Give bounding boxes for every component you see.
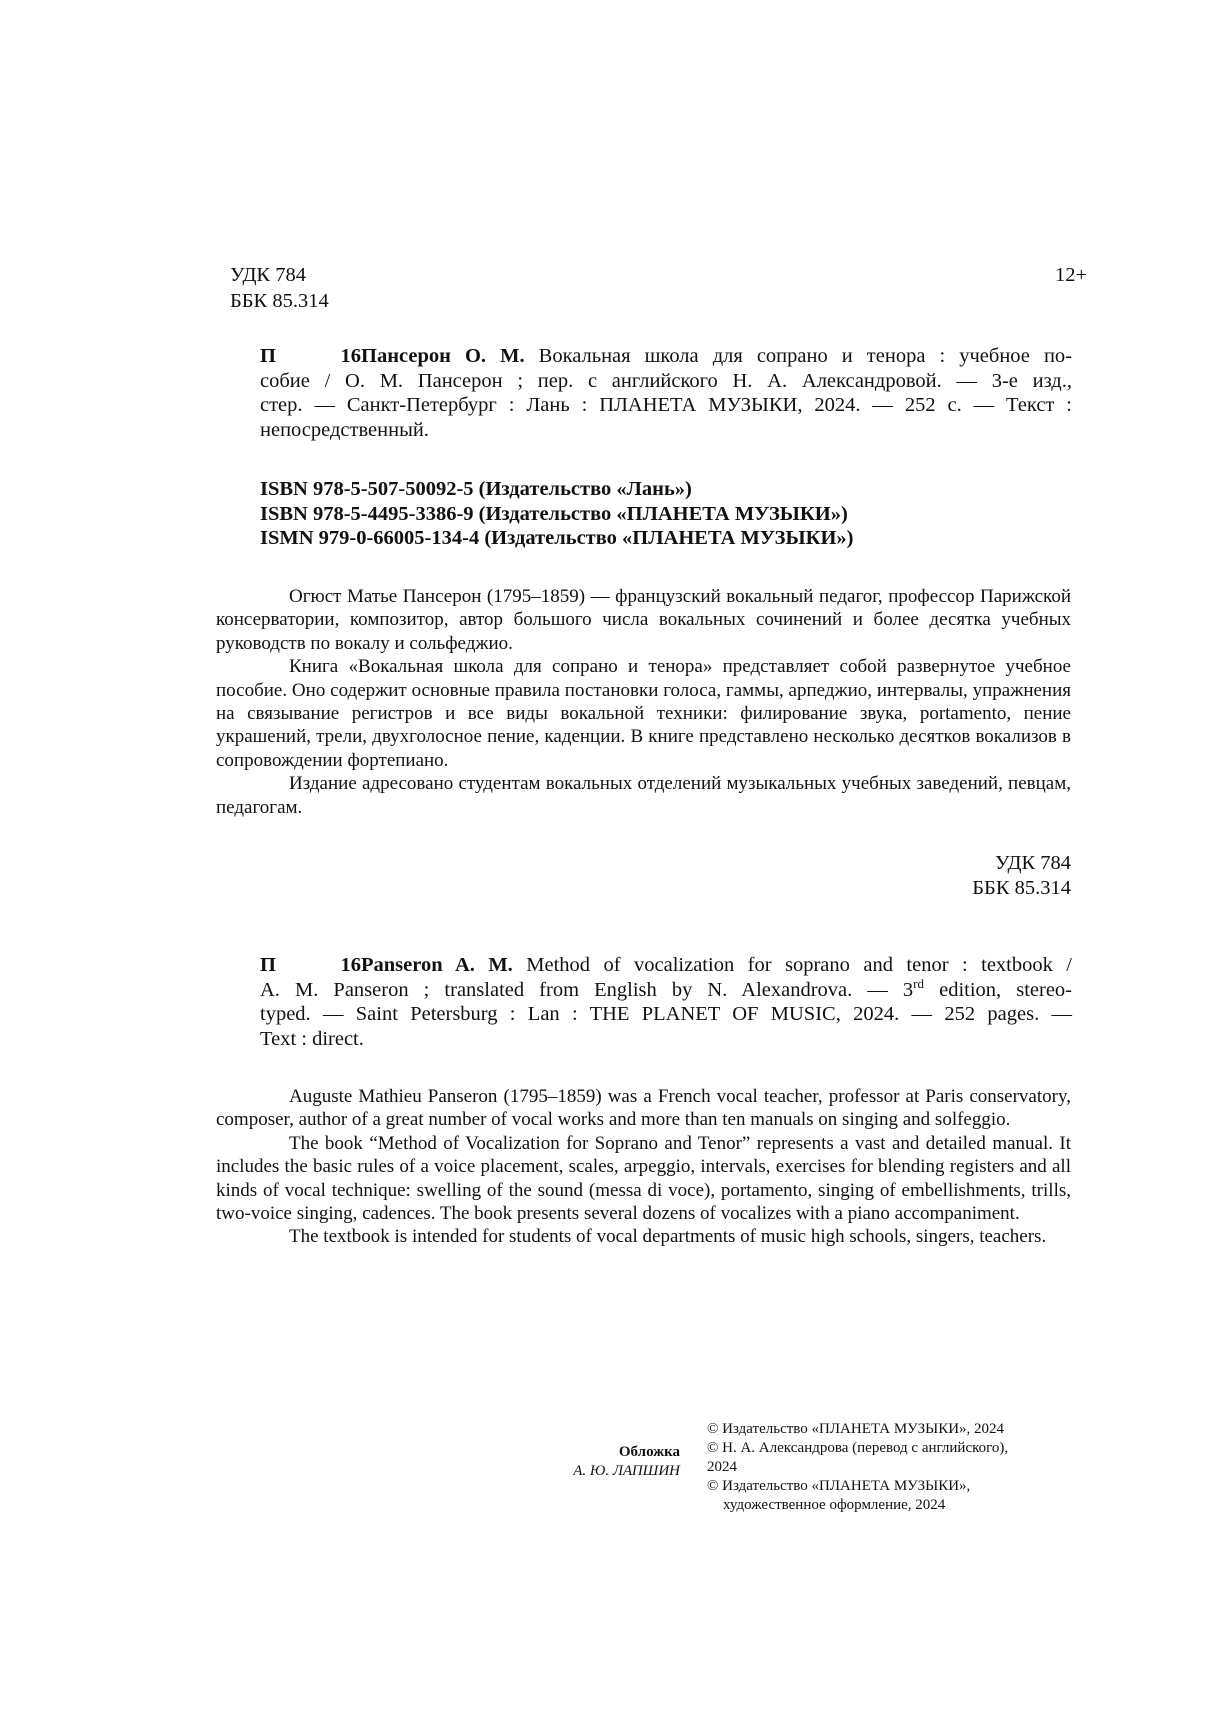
entry-line: непосредственный. (260, 418, 429, 441)
entry-line: Вокальная школа для сопрано и тенора : учебное по- (538, 345, 1073, 367)
copyright-line: © Издательство «ПЛАНЕТА МУЗЫКИ», (707, 1478, 971, 1494)
copyright-line: © Н. А. Александрова (перевод с английского), (707, 1440, 1009, 1456)
entry-line: собие / О. М. Пансерон ; пер. с английского Н. А. Александровой. — 3-е изд., (260, 369, 1072, 392)
annotation-paragraph: Книга «Вокальная школа для сопрано и тенора» представляет собой развернутое учебное пособие. Оно содержит основные правила постановки голоса, гаммы, арпеджио, интервалы, упражнения на связывание регистров и все виды вокальной техники: филирование звука, portamento, пение украшений, трели, двухголосное пение, каденции. В книге представлено несколько десятков вокализов в сопровождении фортепиано. (216, 656, 1071, 771)
copyright-line: © Издательство «ПЛАНЕТА МУЗЫКИ», 2024 (707, 1421, 1005, 1437)
entry-text: A. M. Panseron ; translated from English by N. Alexandrova. — 3 (260, 978, 914, 1001)
bbk-code: ББК 85.314 (972, 876, 1071, 899)
udk-code: УДК 784 (230, 264, 306, 286)
copyright-line: художественное оформление, 2024 (723, 1497, 946, 1513)
entry-line: Method of vocalization for soprano and tenor : textbook / (526, 954, 1073, 976)
copyright-block (707, 1420, 1087, 1515)
catalog-entry-en (260, 953, 1072, 1051)
author-name: Пансерон О. М. (361, 345, 525, 367)
isbn-line: ISMN 979-0-66005-134-4 (Издательство «ПЛАНЕТА МУЗЫКИ») (260, 527, 854, 549)
annotation-paragraph: Издание адресовано студентам вокальных отделений музыкальных учебных заведений, певцам, педагогам. (216, 773, 1071, 818)
classification-right (860, 851, 1071, 900)
cover-credit (520, 1443, 680, 1481)
isbn-line: ISBN 978-5-507-50092-5 (Издательство «Лань») (260, 478, 692, 500)
copyright-line: 2024 (707, 1459, 737, 1475)
annotation-paragraph: The book “Method of Vocalization for Soprano and Tenor” represents a vast and detailed manual. It includes the basic rules of a voice placement, scales, arpeggio, intervals, exercises for blending registers and all kinds of vocal technique: swelling of the sound (messa di voce), portamento, singing of embellishments, trills, two-voice singing, cadences. The book presents several dozens of vocalizes with a piano accompaniment. (216, 1132, 1071, 1225)
entry-line: стер. — Санкт-Петербург : Лань : ПЛАНЕТА МУЗЫКИ, 2024. — 252 с. — Текст : (260, 394, 1072, 416)
annotation-paragraph: Auguste Mathieu Panseron (1795–1859) was a French vocal teacher, professor at Paris conservatory, composer, author of a great number of vocal works and more than ten manuals on singing and solfeggio. (216, 1086, 1071, 1131)
udk-code: УДК 784 (995, 852, 1071, 874)
entry-text: edition, stereo- (924, 978, 1072, 1001)
bbk-code: ББК 85.314 (230, 290, 329, 312)
annotation-paragraph: The textbook is intended for students of vocal departments of music high schools, singers, teachers. (289, 1226, 1047, 1248)
cover-label: Обложка (618, 1444, 680, 1460)
catalog-code: П 16 (260, 345, 361, 367)
isbn-block (260, 477, 854, 551)
annotation-en (216, 1085, 1071, 1249)
age-rating: 12+ (1055, 264, 1088, 286)
cover-artist: А. Ю. ЛАПШИН (573, 1463, 680, 1479)
isbn-line: ISBN 978-5-4495-3386-9 (Издательство «ПЛАНЕТА МУЗЫКИ») (260, 502, 848, 525)
catalog-entry-ru (260, 344, 1072, 442)
ordinal-suffix: rd (913, 975, 925, 991)
author-name: Panseron A. M. (361, 954, 513, 976)
entry-line (260, 975, 1072, 1003)
catalog-code: П 16 (260, 954, 361, 976)
entry-line: Text : direct. (260, 1027, 364, 1050)
annotation-paragraph: Огюст Матье Пансерон (1795–1859) — французский вокальный педагог, профессор Парижской консерватории, композитор, автор большого числа вокальных сочинений и более десятка учебных руководств по вокалу и сольфеджио. (216, 586, 1071, 654)
entry-line: typed. — Saint Petersburg : Lan : THE PLANET OF MUSIC, 2024. — 252 pages. — (260, 1003, 1072, 1025)
annotation-ru (216, 585, 1071, 819)
